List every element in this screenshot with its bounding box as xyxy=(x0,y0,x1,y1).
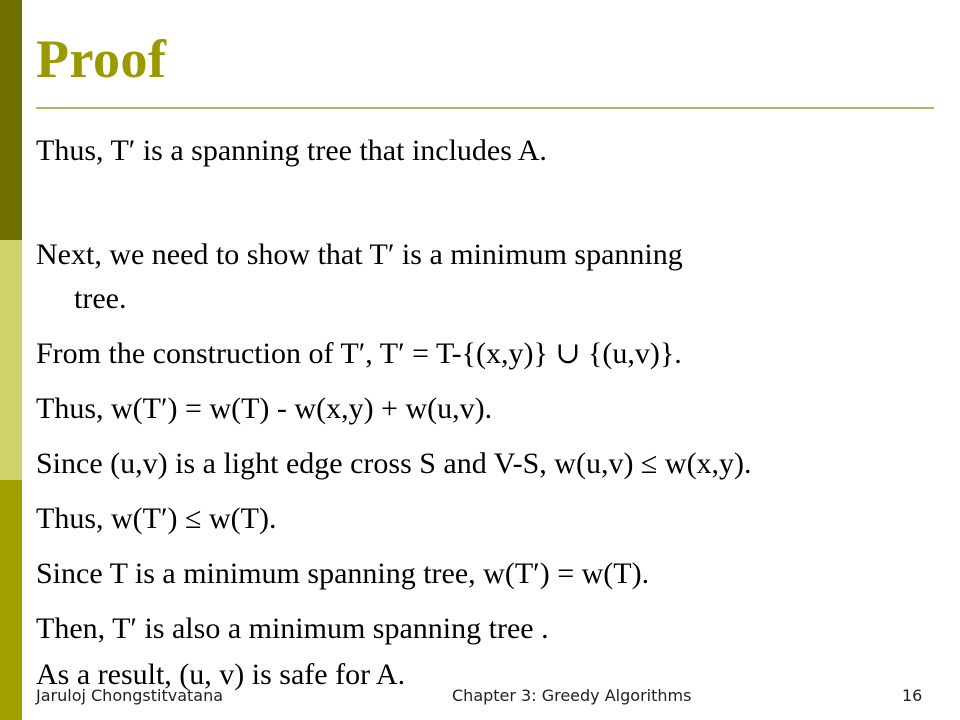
footer-chapter: Chapter 3: Greedy Algorithms xyxy=(452,686,692,705)
slide-title: Proof xyxy=(36,29,167,89)
proof-line-1: Thus, T′ is a spanning tree that includes A. xyxy=(36,134,547,167)
proof-line-3: From the construction of T′, T′ = T-{(x,y)} ∪ {(u,v)}. xyxy=(36,337,682,370)
sidebar-segment-light xyxy=(0,240,22,480)
proof-line-6: Thus, w(T′) ≤ w(T). xyxy=(36,502,277,535)
proof-line-5: Since (u,v) is a light edge cross S and V-S, w(u,v) ≤ w(x,y). xyxy=(36,447,752,480)
proof-line-2-continued: tree. xyxy=(74,282,127,315)
sidebar-segment-dark xyxy=(0,0,22,240)
sidebar-accent-bar xyxy=(0,0,22,720)
proof-line-9: As a result, (u, v) is safe for A. xyxy=(36,658,406,691)
footer-page-number: 16 xyxy=(902,686,923,705)
proof-line-7: Since T is a minimum spanning tree, w(T′) = w(T). xyxy=(36,557,650,590)
proof-line-8: Then, T′ is also a minimum spanning tree . xyxy=(36,612,549,645)
title-divider xyxy=(36,107,934,109)
proof-line-4: Thus, w(T′) = w(T) - w(x,y) + w(u,v). xyxy=(36,392,493,425)
footer-author: Jaruloj Chongstitvatana xyxy=(36,686,224,705)
proof-line-2: Next, we need to show that T′ is a minimum spanning xyxy=(36,238,683,271)
sidebar-segment-mid xyxy=(0,480,22,720)
